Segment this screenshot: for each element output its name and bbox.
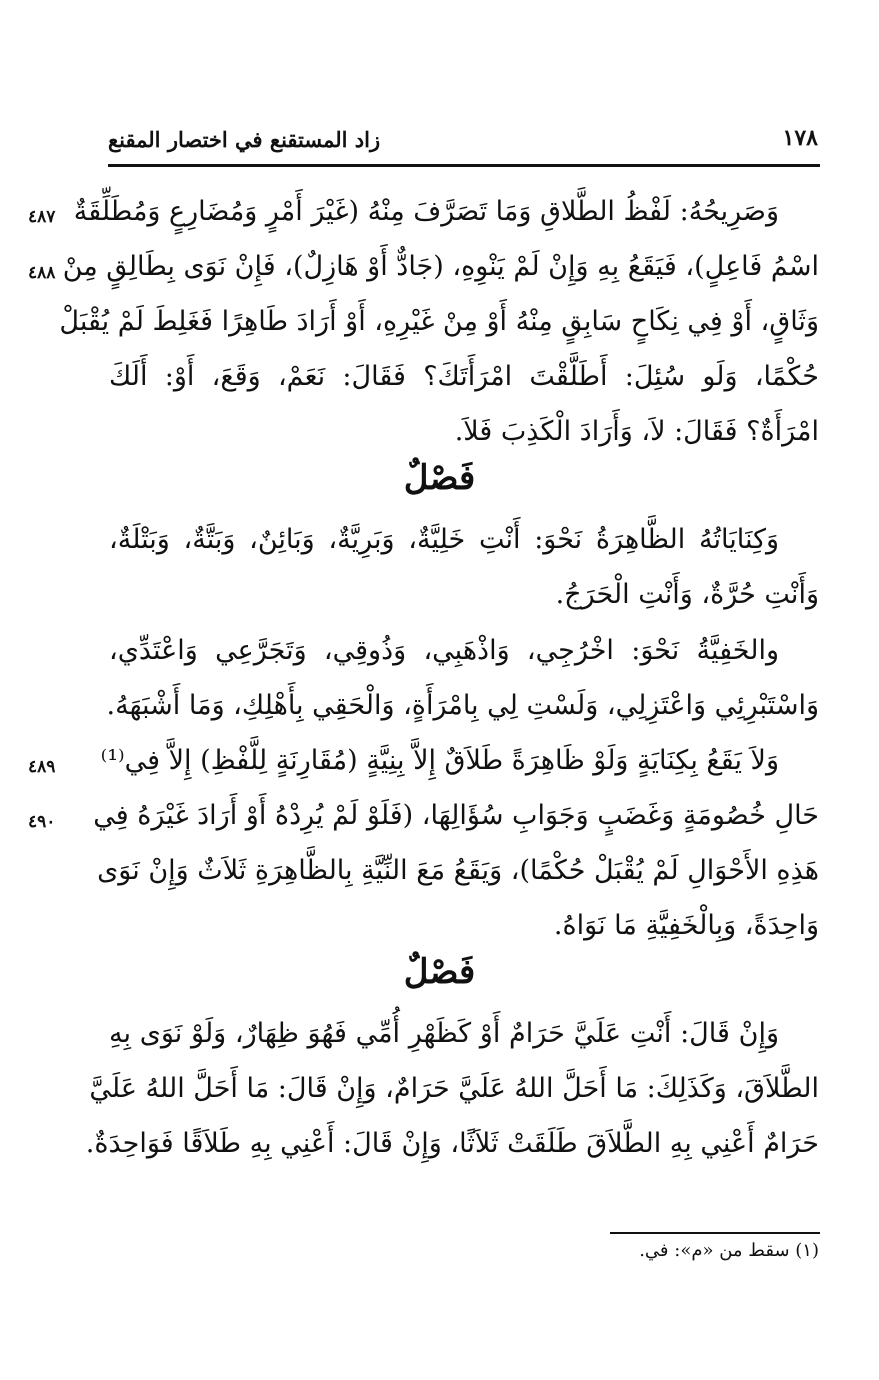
- margin-number: ٤٩٠: [28, 812, 56, 832]
- text-line: حَالِ خُصُومَةٍ وَغَضَبٍ وَجَوَابِ سُؤَالِهَا، (فَلَوْ لَمْ يُرِدْهُ أَوْ أَرَادَ غَيْرَهُ فِي: [93, 800, 819, 831]
- page-number: ١٧٨: [782, 125, 818, 151]
- running-header: [108, 123, 818, 157]
- margin-number: ٤٨٨: [28, 263, 56, 283]
- margin-number: ٤٨٩: [28, 757, 56, 777]
- text-line: وَصَرِيحُهُ: لَفْظُ الطَّلاقِ وَمَا تَصَرَّفَ مِنْهُ (غَيْرَ أَمْرٍ وَمُضَارِعٍ وَمُطَلِّقَةٌ: [73, 196, 779, 227]
- text-line: وَلاَ يَقَعُ بِكِنَايَةٍ وَلَوْ ظَاهِرَةً طَلاَقٌ إِلاَّ بِنِيَّةٍ (مُقَارِنَةٍ لِلَّفْظِ) إِلاَّ فِي⁽¹⁾: [100, 745, 779, 776]
- text-line: والخَفِيَّةُ نَحْوَ: اخْرُجِي، وَاذْهَبِي، وَذُوقِي، وَتَجَرَّعِي وَاعْتَدِّي،: [109, 635, 779, 666]
- footnote-rule: [610, 1232, 820, 1234]
- footnote: (١) سقط من «م»: في.: [639, 1240, 819, 1261]
- section-heading: فَصْلٌ: [403, 952, 476, 992]
- book-title: زاد المستقنع في اختصار المقنع: [108, 127, 381, 152]
- section-heading: فَصْلٌ: [403, 458, 476, 498]
- text-line: امْرَأَةٌ؟ فَقَالَ: لاَ، وَأَرَادَ الْكَذِبَ فَلاَ.: [454, 416, 819, 447]
- text-line: وَثَاقٍ، أَوْ فِي نِكَاحٍ سَابِقٍ مِنْهُ أَوْ مِنْ غَيْرِهِ، أَوْ أَرَادَ طَاهِرًا فَغَلِطَ لَمْ يُقْبَلْ: [59, 306, 819, 337]
- text-line: وَكِنَايَاتُهُ الظَّاهِرَةُ نَحْوَ: أَنْتِ خَلِيَّةٌ، وَبَرِيَّةٌ، وَبَائِنٌ، وَبَتَّةٌ، وَبَتْلَةٌ،: [109, 524, 779, 555]
- text-line: حُكْمًا، وَلَو سُئِلَ: أَطَلَّقْتَ امْرَأَتَكَ؟ فَقَالَ: نَعَمْ، وَقَعَ، أَوْ: أَلَكَ: [109, 361, 819, 392]
- margin-number: ٤٨٧: [28, 207, 56, 227]
- text-line: حَرَامٌ أَعْنِي بِهِ الطَّلاَقَ طَلَقَتْ ثَلاَثًا، وَإِنْ قَالَ: أَعْنِي بِهِ طَلاَقًا فَوَاحِدَةٌ.: [85, 1128, 819, 1159]
- text-line: وَاسْتَبْرِئِي وَاعْتَزِلِي، وَلَسْتِ لِي بِامْرَأَةٍ، وَالْحَقِي بِأَهْلِكِ، وَمَا أَشْبَهَهُ.: [106, 690, 819, 721]
- text-line: هَذِهِ الأَحْوَالِ لَمْ يُقْبَلْ حُكْمًا)، وَيَقَعُ مَعَ النِّيَّةِ بِالظَّاهِرَةِ ثَلاَثٌ وَإِنْ نَوَى: [97, 855, 819, 886]
- header-rule: [108, 164, 820, 167]
- text-line: اسْمُ فَاعِلٍ)، فَيَقَعُ بِهِ وَإِنْ لَمْ يَنْوِهِ، (جَادٌّ أَوْ هَازِلٌ)، فَإِنْ نَوَى بِطَالِقٍ مِنْ: [62, 251, 819, 282]
- text-line: الطَّلاَقَ، وَكَذَلِكَ: مَا أَحَلَّ اللهُ عَلَيَّ حَرَامٌ، وَإِنْ قَالَ: مَا أَحَلَّ اللهُ عَلَيَّ: [89, 1073, 819, 1104]
- text-line: وَأَنْتِ حُرَّةٌ، وَأَنْتِ الْحَرَجُ.: [555, 579, 819, 610]
- text-line: وَإِنْ قَالَ: أَنْتِ عَلَيَّ حَرَامٌ أَوْ كَظَهْرِ أُمِّي فَهُوَ ظِهَارٌ، وَلَوْ نَوَى بِهِ: [109, 1018, 779, 1049]
- text-line: وَاحِدَةً، وَبِالْخَفِيَّةِ مَا نَوَاهُ.: [553, 910, 819, 941]
